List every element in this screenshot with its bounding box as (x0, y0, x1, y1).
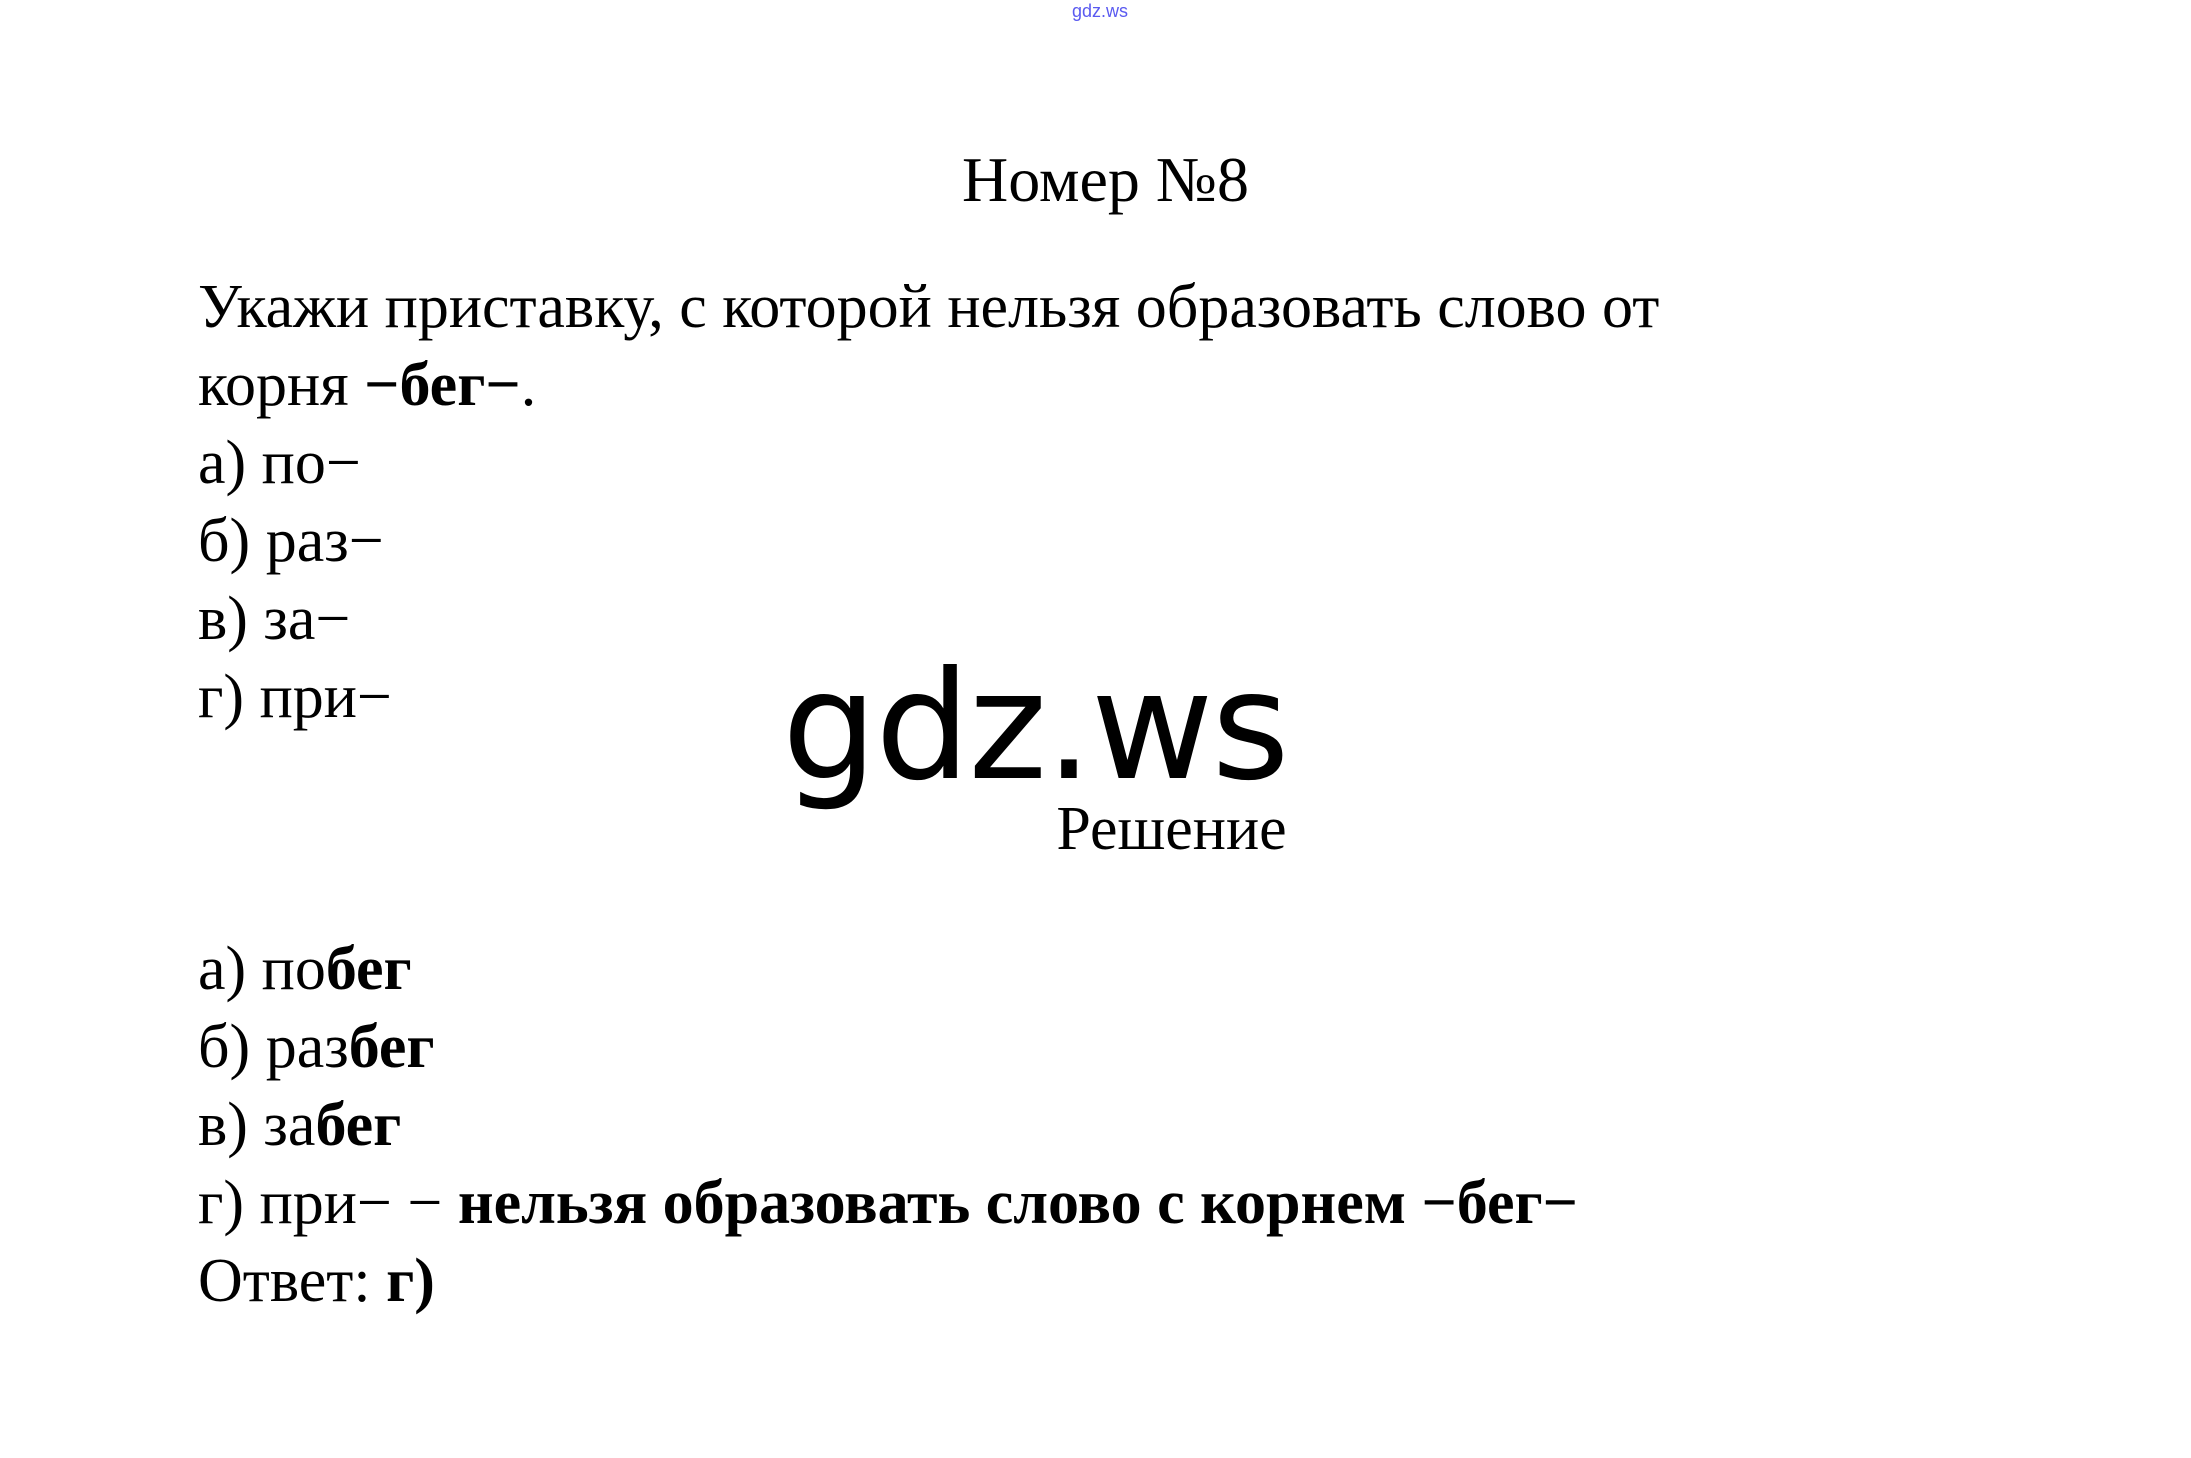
page-title-text: Номер №8 (962, 144, 1249, 215)
option-d: г) при− (198, 663, 392, 731)
task-line-2-prefix: корня (198, 351, 365, 419)
option-a: а) по− (198, 429, 361, 497)
answer-value: г) (386, 1247, 435, 1315)
task-line-2-suffix: . (520, 351, 537, 419)
solution-item-c-prefix: в) за (198, 1091, 316, 1159)
solution-item-a-root: бег (325, 935, 412, 1003)
answer-label: Ответ: (198, 1247, 387, 1315)
option-c: в) за− (198, 585, 351, 653)
solution-item-b-root: бег (348, 1013, 435, 1081)
gdz-watermark: gdz.ws (782, 640, 1288, 814)
task-line-2 (198, 346, 536, 424)
header-watermark: gdz.ws (1072, 1, 1129, 21)
solution-item-a-prefix: а) по (198, 935, 326, 1003)
answer-line (198, 1242, 435, 1320)
solution-item-d (198, 1164, 1578, 1242)
option-b: б) раз− (198, 507, 384, 575)
solution-item-c (198, 1086, 401, 1164)
solution-title-text: Решение (1056, 795, 1287, 863)
page-title (0, 140, 2191, 220)
task-line-1: Укажи приставку, с которой нельзя образовать слово от (198, 273, 1660, 341)
task-root-bold: −бег− (364, 351, 521, 419)
solution-title (0, 790, 2191, 868)
solution-item-a (198, 930, 412, 1008)
solution-item-c-root: бег (315, 1091, 402, 1159)
solution-item-b-prefix: б) раз (198, 1013, 349, 1081)
solution-item-b (198, 1008, 435, 1086)
solution-item-d-explanation: нельзя образовать слово с корнем −бег− (457, 1169, 1578, 1237)
solution-item-d-prefix: г) при− − (198, 1169, 458, 1237)
